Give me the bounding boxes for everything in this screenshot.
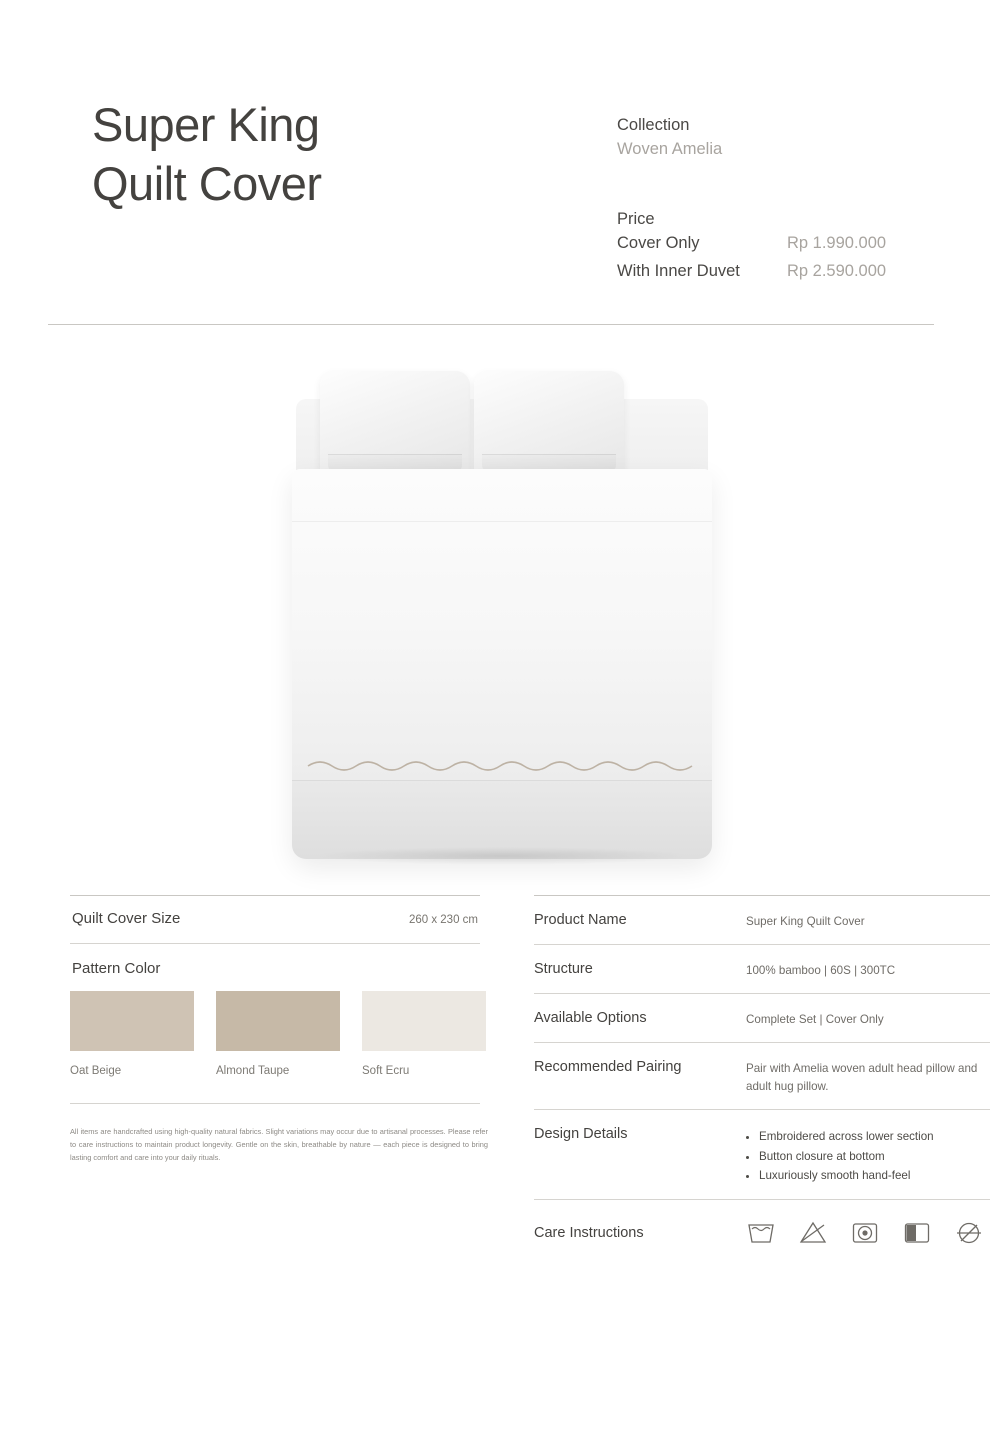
left-spec-column [70,895,488,1257]
list-item: • Embroidered across lower section [759,1127,990,1147]
swatch-item[interactable] [362,991,486,1077]
recommended-pairing-row [534,1043,990,1109]
price-label: Price [617,209,655,228]
pillow-right [474,371,624,481]
care-instructions-row [534,1200,990,1256]
price-option-amount: Rp 2.590.000 [787,262,887,281]
product-name-value: Super King Quilt Cover [746,914,865,928]
available-options-value: Complete Set | Cover Only [746,1012,884,1026]
product-image [0,343,1004,883]
pillow-left [320,371,470,481]
collection-label: Collection [617,116,690,134]
page-title [92,96,612,214]
page-title-line-2: Quilt Cover [92,156,322,210]
design-details-row [534,1110,990,1200]
swatch-item[interactable] [70,991,194,1077]
design-details-list [746,1127,990,1187]
do-not-iron-icon [954,1220,984,1246]
swatch-item[interactable] [216,991,340,1077]
price-option-name: With Inner Duvet [617,262,740,281]
price-row [617,229,934,257]
design-details-value [746,1124,990,1187]
dry-flat-icon [902,1220,932,1246]
tumble-dry-icon [850,1220,880,1246]
available-options-label: Available Options [534,1009,647,1026]
header-meta [612,96,934,286]
swatch-soft-ecru[interactable] [362,991,486,1051]
care-icon-group [746,1220,990,1246]
collection-value: Woven Amelia [617,139,723,158]
header-divider [48,324,934,325]
hand-wash-icon [746,1220,776,1246]
drop-shadow [312,847,692,865]
product-name-label: Product Name [534,911,627,928]
left-divider-bottom [70,1103,480,1104]
swatch-label: Soft Ecru [362,1064,410,1077]
quilt-size-label: Quilt Cover Size [72,909,181,927]
available-options-row [534,994,990,1042]
price-row [617,257,934,285]
list-item: • Luxuriously smooth hand-feel [759,1166,990,1186]
structure-row [534,945,990,993]
bed-illustration [292,361,712,861]
specification-area [0,895,1004,1257]
structure-label: Structure [534,960,593,977]
swatch-label: Almond Taupe [216,1064,290,1077]
swatch-label: Oat Beige [70,1064,122,1077]
product-name-row [534,896,990,944]
care-instructions-label: Care Instructions [534,1224,644,1241]
swatch-almond-taupe[interactable] [216,991,340,1051]
price-option-amount: Rp 1.990.000 [787,233,887,252]
swatch-oat-beige[interactable] [70,991,194,1051]
design-details-label: Design Details [534,1125,628,1142]
do-not-bleach-icon [798,1220,828,1246]
embroidery-detail [306,757,698,773]
pattern-color-label: Pattern Color [72,959,161,977]
right-spec-column [488,895,990,1257]
recommended-pairing-value: Pair with Amelia woven adult head pillow and adult hug pillow. [746,1061,978,1093]
swatch-list [70,991,480,1077]
price-option-name: Cover Only [617,233,700,252]
structure-value: 100% bamboo | 60S | 300TC [746,963,896,977]
document-header [0,0,1004,286]
quilt-cover [292,469,712,859]
list-item: • Button closure at bottom [759,1147,990,1167]
page-title-line-1: Super King [92,98,320,151]
quilt-size-value: 260 x 230 cm [408,913,478,926]
quilt-size-row [70,896,480,943]
disclaimer-text: All items are handcrafted using high-quality natural fabrics. Slight variations may occur due to artisanal processes. Please refer to care instructions to maintain product longevity. Gentle on the skin, breathable by nature — each piece is designed to bring lasting comfort and care into your daily rituals. [70,1126,488,1162]
recommended-pairing-label: Recommended Pairing [534,1058,682,1075]
